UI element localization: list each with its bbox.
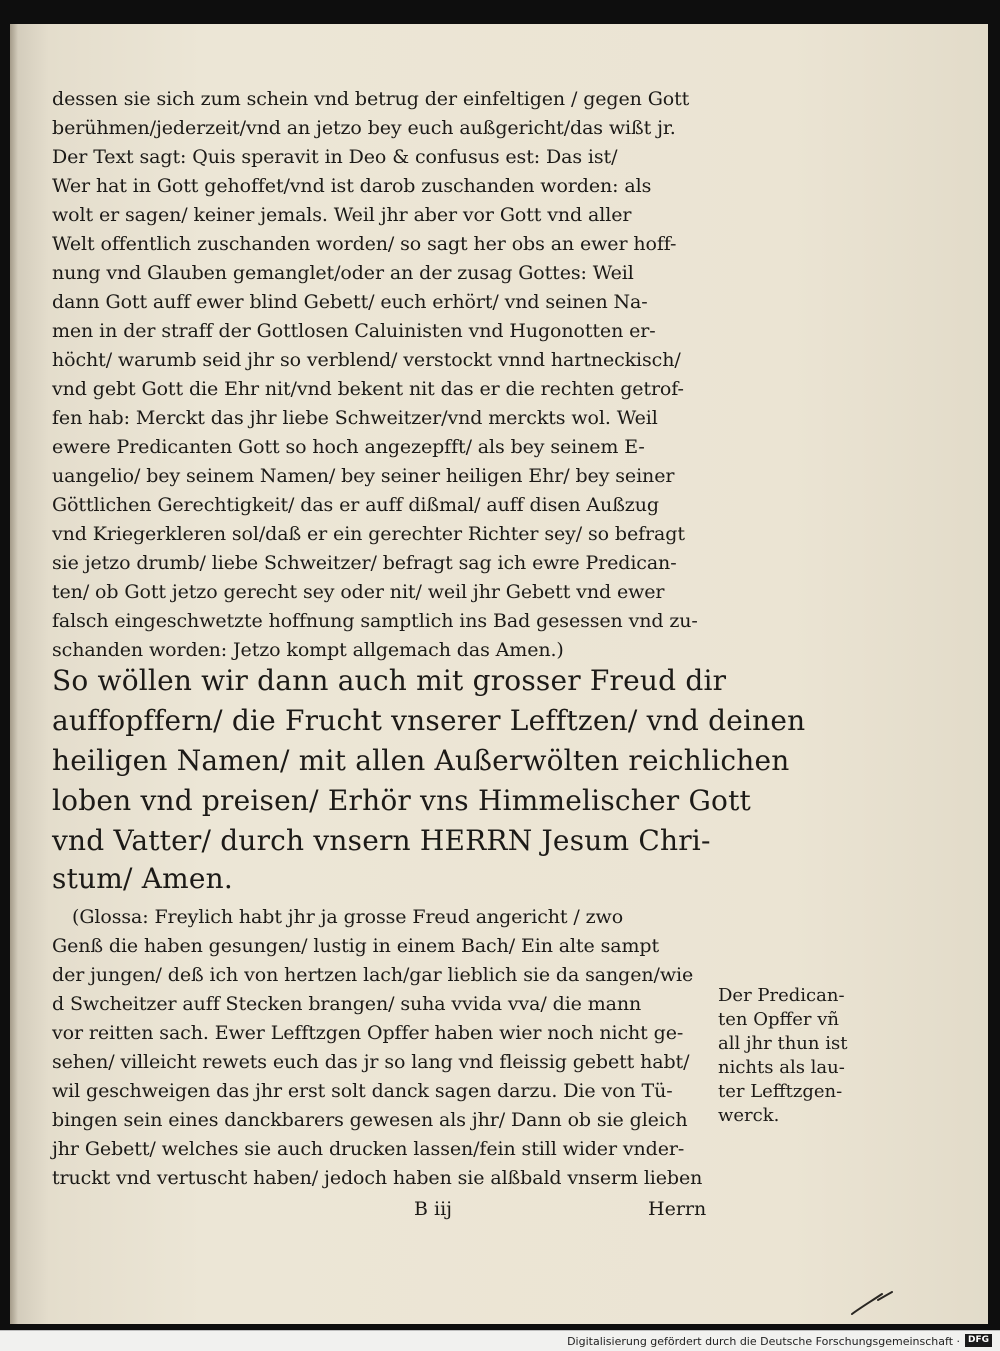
gloss-line: truckt vnd vertuscht haben/ jedoch haben sie alßbald vnserm lieben <box>52 1167 703 1189</box>
margin-note <box>718 984 918 1128</box>
margin-note-line: ter Lefftzgen- <box>718 1081 843 1102</box>
margin-note-line: all jhr thun ist <box>718 1033 848 1054</box>
prayer-line: So wöllen wir dann auch mit grosser Freud dir <box>52 664 727 697</box>
margin-note-line: Der Predican- <box>718 985 845 1006</box>
text-line: Welt offentlich zuschanden worden/ so sagt her obs an ewer hoff- <box>52 233 677 255</box>
text-line: nung vnd Glauben gemanglet/oder an der zusag Gottes: Weil <box>52 262 634 284</box>
text-line: sie jetzo drumb/ liebe Schweitzer/ befragt sag ich ewre Predican- <box>52 552 677 574</box>
text-line: dann Gott auff ewer blind Gebett/ euch erhört/ vnd seinen Na- <box>52 291 648 313</box>
prayer-line: stum/ Amen. <box>52 862 234 895</box>
book-page <box>10 24 988 1324</box>
prayer-line: vnd Vatter/ durch vnsern HERRN Jesum Chri- <box>52 824 711 857</box>
gloss-line: der jungen/ deß ich von hertzen lach/gar lieblich sie da sangen/wie <box>52 964 694 986</box>
text-line: men in der straff der Gottlosen Caluinisten vnd Hugonotten er- <box>52 320 656 342</box>
footer-bar <box>0 1330 1000 1351</box>
funding-notice: Digitalisierung gefördert durch die Deutsche Forschungsgemeinschaft · <box>567 1335 960 1348</box>
text-line: schanden worden: Jetzo kompt allgemach das Amen.) <box>52 639 564 661</box>
text-line: vnd gebt Gott die Ehr nit/vnd bekent nit das er die rechten getrof- <box>52 378 684 400</box>
gloss-line: (Glossa: Freylich habt jhr ja grosse Freud angericht / zwo <box>72 906 624 928</box>
text-line: Der Text sagt: Quis speravit in Deo & confusus est: Das ist/ <box>52 146 618 168</box>
gloss-line: wil geschweigen das jhr erst solt danck sagen darzu. Die von Tü- <box>52 1080 673 1102</box>
text-line: Göttlichen Gerechtigkeit/ das er auff dißmal/ auff disen Außzug <box>52 494 659 516</box>
text-line: ten/ ob Gott jetzo gerecht sey oder nit/ weil jhr Gebett vnd ewer <box>52 581 665 603</box>
text-line: uangelio/ bey seinem Namen/ bey seiner heiligen Ehr/ bey seiner <box>52 465 675 487</box>
signature-mark: B iij <box>414 1198 453 1220</box>
text-line: wolt er sagen/ keiner jemals. Weil jhr aber vor Gott vnd aller <box>52 204 632 226</box>
gloss-line: bingen sein eines danckbarers gewesen als jhr/ Dann ob sie gleich <box>52 1109 688 1131</box>
margin-note-line: ten Opffer vñ <box>718 1009 840 1030</box>
text-line: dessen sie sich zum schein vnd betrug der einfeltigen / gegen Gott <box>52 88 690 110</box>
gloss-line: d Swcheitzer auff Stecken brangen/ suha vvida vva/ die mann <box>52 993 642 1015</box>
text-line: falsch eingeschwetzte hoffnung samptlich ins Bad gesessen vnd zu- <box>52 610 698 632</box>
margin-note-line: nichts als lau- <box>718 1057 845 1078</box>
text-line: höcht/ warumb seid jhr so verblend/ verstockt vnnd hartneckisch/ <box>52 349 681 371</box>
gloss-line: vor reitten sach. Ewer Lefftzgen Opffer haben wier noch nicht ge- <box>52 1022 684 1044</box>
gloss-line: sehen/ villeicht rewets euch das jr so lang vnd fleissig gebett habt/ <box>52 1051 690 1073</box>
text-line: vnd Kriegerkleren sol/daß er ein gerechter Richter sey/ so befragt <box>52 523 685 545</box>
catchword: Herrn <box>648 1198 707 1220</box>
prayer-line: auffopffern/ die Frucht vnserer Lefftzen/ vnd deinen <box>52 704 806 737</box>
text-line: Wer hat in Gott gehoffet/vnd ist darob zuschanden worden: als <box>52 175 652 197</box>
text-line: berühmen/jederzeit/vnd an jetzo bey euch außgericht/das wißt jr. <box>52 117 676 139</box>
pen-mark <box>848 1288 898 1318</box>
gloss-line: jhr Gebett/ welches sie auch drucken lassen/fein still wider vnder- <box>52 1138 685 1160</box>
prayer-line: loben vnd preisen/ Erhör vns Himmelischer Gott <box>52 784 752 817</box>
text-line: fen hab: Merckt das jhr liebe Schweitzer/vnd merckts wol. Weil <box>52 407 658 429</box>
text-line: ewere Predicanten Gott so hoch angezepfft/ als bey seinem E- <box>52 436 645 458</box>
dfg-logo: DFG <box>965 1334 992 1347</box>
margin-note-line: werck. <box>718 1105 780 1126</box>
gloss-line: Genß die haben gesungen/ lustig in einem Bach/ Ein alte sampt <box>52 935 660 957</box>
prayer-line: heiligen Namen/ mit allen Außerwölten reichlichen <box>52 744 790 777</box>
